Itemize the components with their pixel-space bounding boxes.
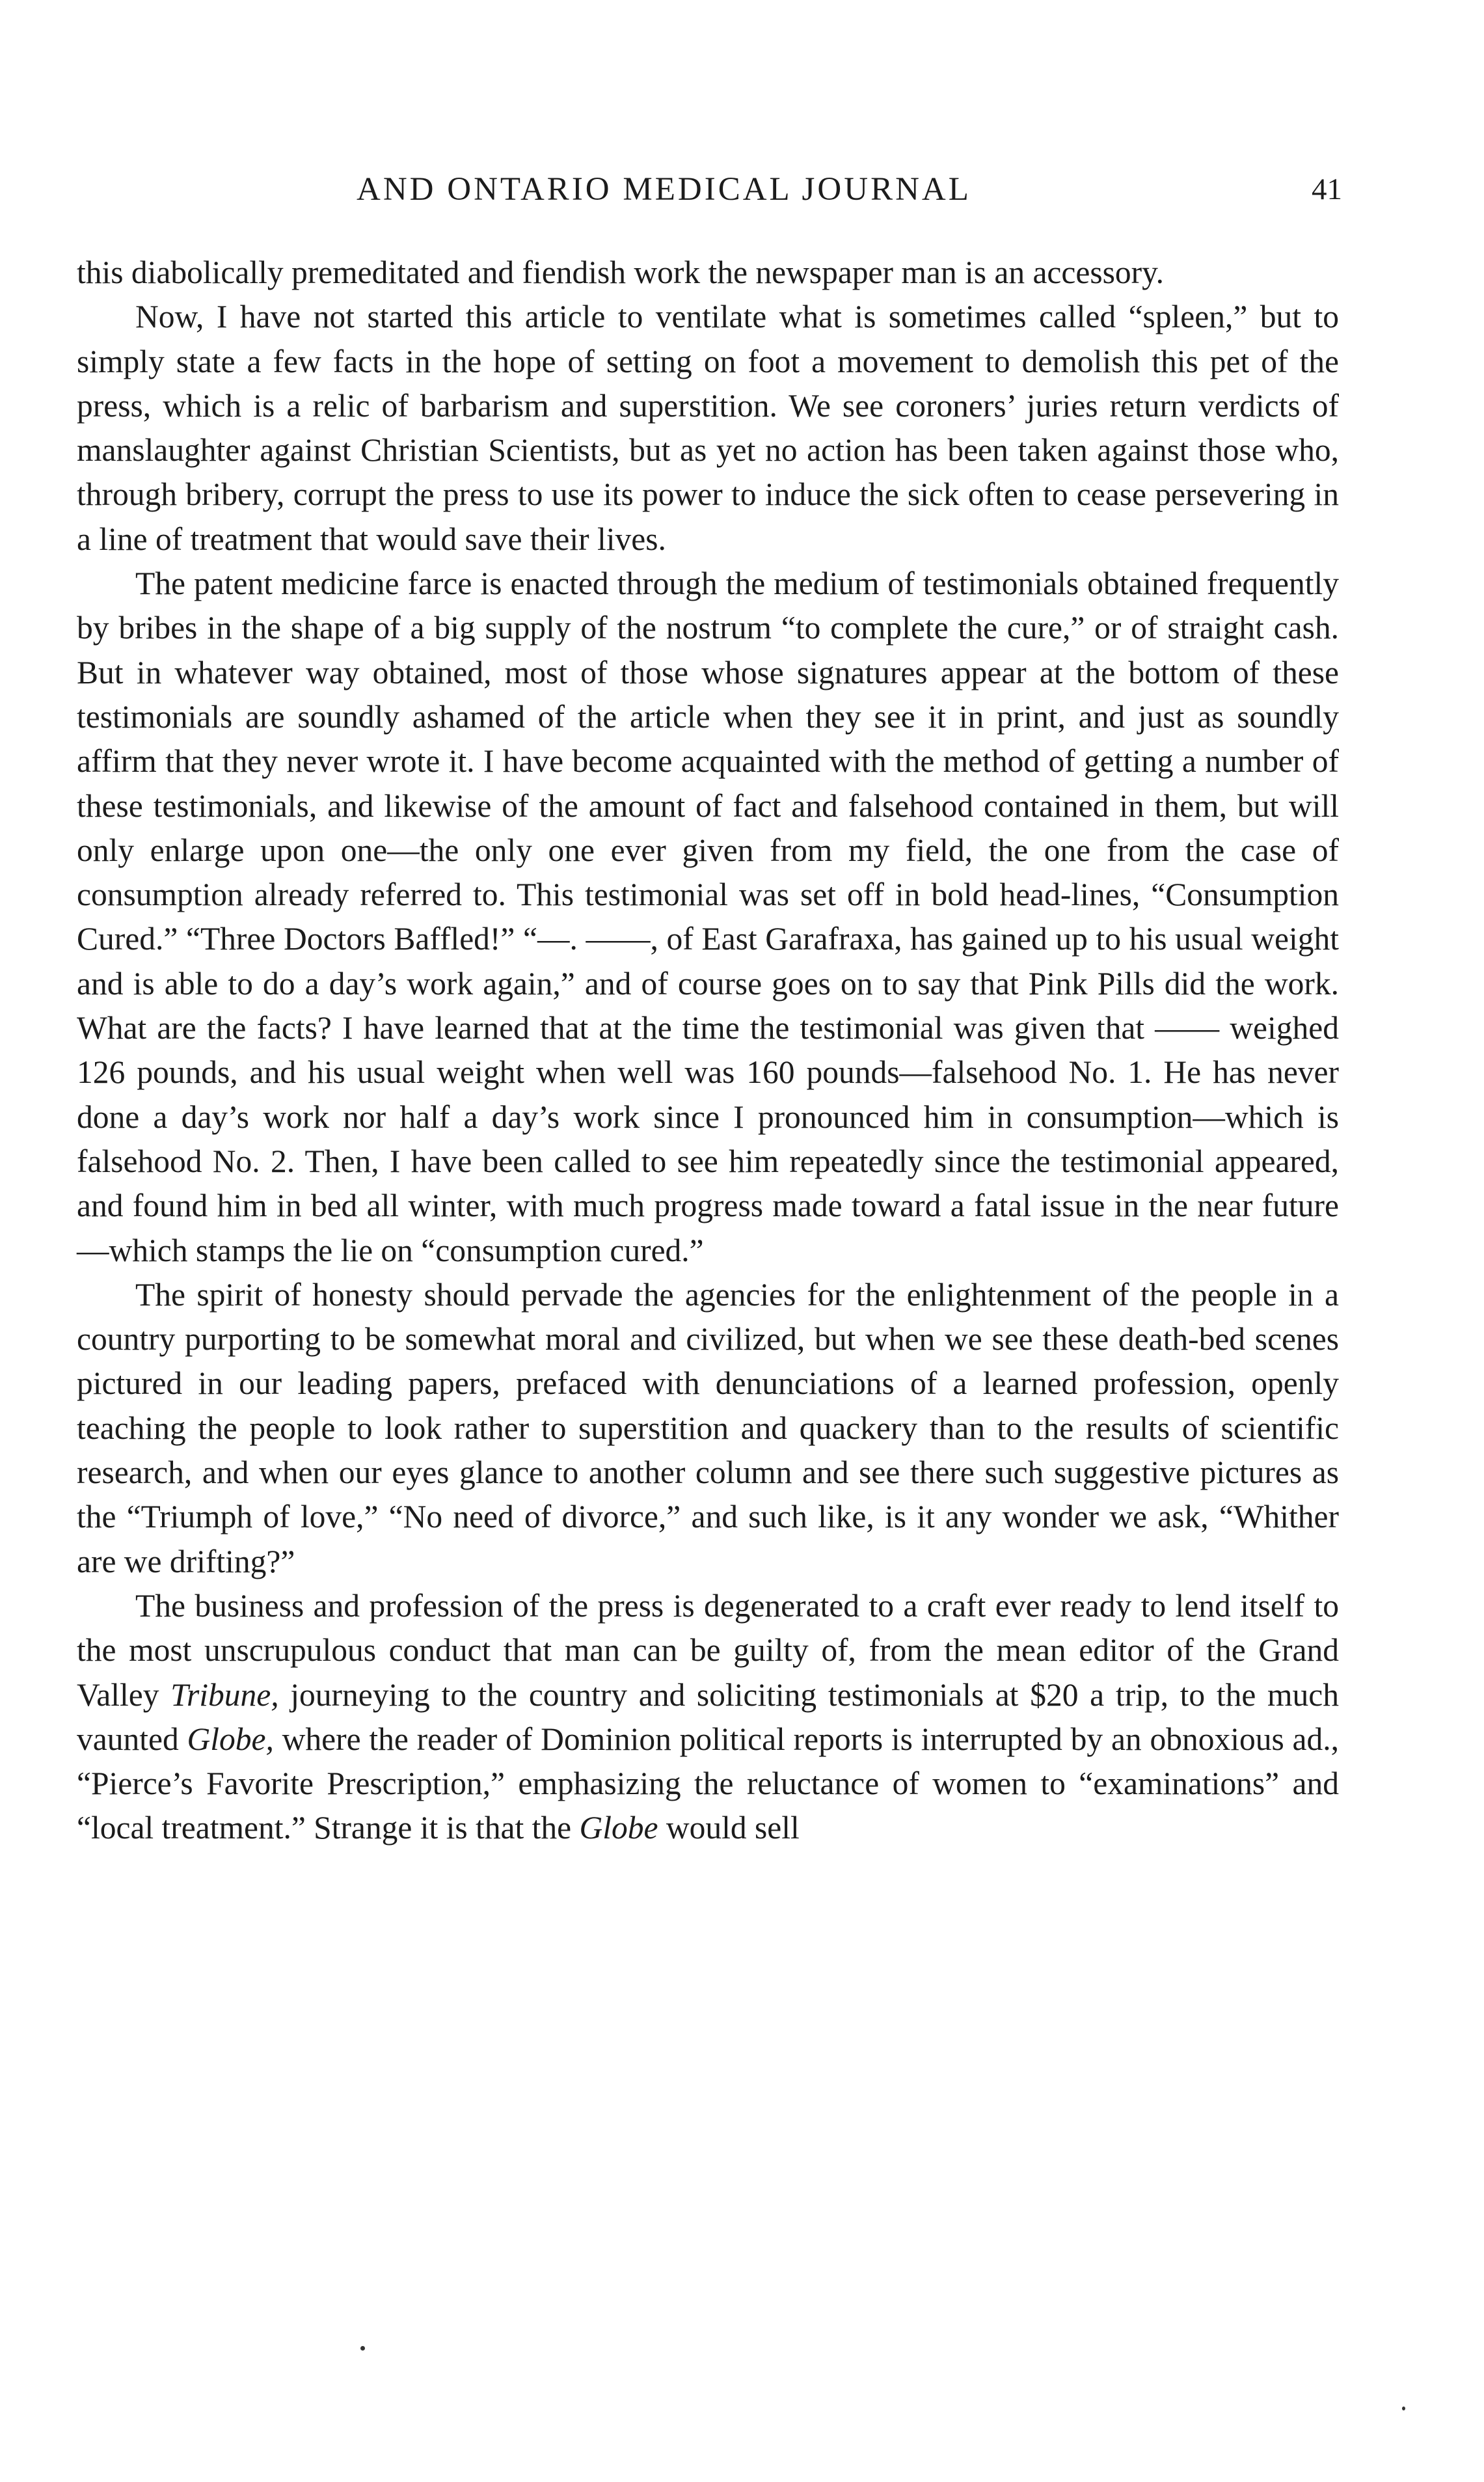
paragraph-continued bbox=[77, 251, 1339, 295]
print-speck bbox=[360, 2346, 365, 2351]
page-number: 41 bbox=[1312, 172, 1342, 206]
paragraph bbox=[77, 1584, 1339, 1851]
text-run: would sell bbox=[658, 1810, 800, 1846]
paragraph bbox=[77, 295, 1339, 562]
text-run: The spirit of honesty should pervade the agencies for the enlightenment of the people in a country purporting to be somewhat moral and civilized, but when we see these death-bed scenes pictured in our leading papers, prefaced with denunciations of a learned profession, openly teaching the people to look rather to superstition and quackery than to the results of scientific research, and when our eyes glance to another column and see there such suggestive pictures as the “Triumph of love,” “No need of divorce,” and such like, is it any wonder we ask, “Whither are we drifting?” bbox=[77, 1276, 1339, 1579]
newspaper-title: Globe bbox=[579, 1810, 658, 1846]
paragraph bbox=[77, 562, 1339, 1273]
text-run: this diabolically premeditated and fiendish work the newspaper man is an accessory. bbox=[77, 254, 1165, 290]
paragraph bbox=[77, 1273, 1339, 1584]
print-speck bbox=[1402, 2407, 1405, 2410]
running-head: AND ONTARIO MEDICAL JOURNAL bbox=[357, 171, 971, 208]
page-header bbox=[0, 170, 1484, 216]
text-run: The patent medicine farce is enacted through the medium of testimonials obtained frequently by bribes in the shape of a big supply of the nostrum “to complete the cure,” or of straight cash. But in whatever way obtained, most of those whose signatures appear at the bottom of these testimonials are soundly ashamed of the article when they see it in print, and just as soundly affirm that they never wrote it. I have become acquainted with the method of getting a number of these testimonials, and likewise of the amount of fact and falsehood contained in them, but will only enlarge upon one—the only one ever given from my field, the one from the case of consumption already referred to. This testimonial was set off in bold head-lines, “Consumption Cured.” “Three Doctors Baffled!” “—. ——, of East Garafraxa, has gained up to his usual weight and is able to do a day’s work again,” and of course goes on to say that Pink Pills did the work. What are the facts? I have learned that at the time the testimonial was given that —— weighed 126 pounds, and his usual weight when well was 160 pounds—falsehood No. 1. He has never done a day’s work nor half a day’s work since I pronounced him in consumption—which is falsehood No. 2. Then, I have been called to see him repeatedly since the testimonial appeared, and found him in bed all winter, with much progress made toward a fatal issue in the near future—which stamps the lie on “consumption cured.” bbox=[77, 566, 1339, 1268]
newspaper-title: Globe, bbox=[187, 1721, 274, 1757]
text-run: The business and profession of the press is degenerated to a craft ever ready to lend itself to the most unscrupulous conduct that man can be guilty of, from the mean editor of the Grand Valley bbox=[77, 1587, 1339, 1713]
text-run: where the reader of Dominion political reports is interrupted by an obnoxious ad., “Pierce’s Favorite Prescription,” emphasizing the reluctance of women to “examinations” and “local treatment.” Strange it is that the bbox=[77, 1721, 1340, 1846]
article-body bbox=[77, 251, 1339, 1851]
text-run: Now, I have not started this article to ventilate what is sometimes called “spleen,” but to simply state a few facts in the hope of setting on foot a movement to demolish this pet of the press, which is a relic of barbarism and superstition. We see coroners’ juries return verdicts of manslaughter against Christian Scientists, but as yet no action has been taken against those who, through bribery, corrupt the press to use its power to induce the sick often to cease persevering in a line of treatment that would save their lives. bbox=[77, 299, 1339, 557]
newspaper-title: Tribune, bbox=[170, 1676, 279, 1713]
text-run: journeying to the country and soliciting testimonials at $20 a trip, to the much vaunted bbox=[77, 1676, 1339, 1757]
